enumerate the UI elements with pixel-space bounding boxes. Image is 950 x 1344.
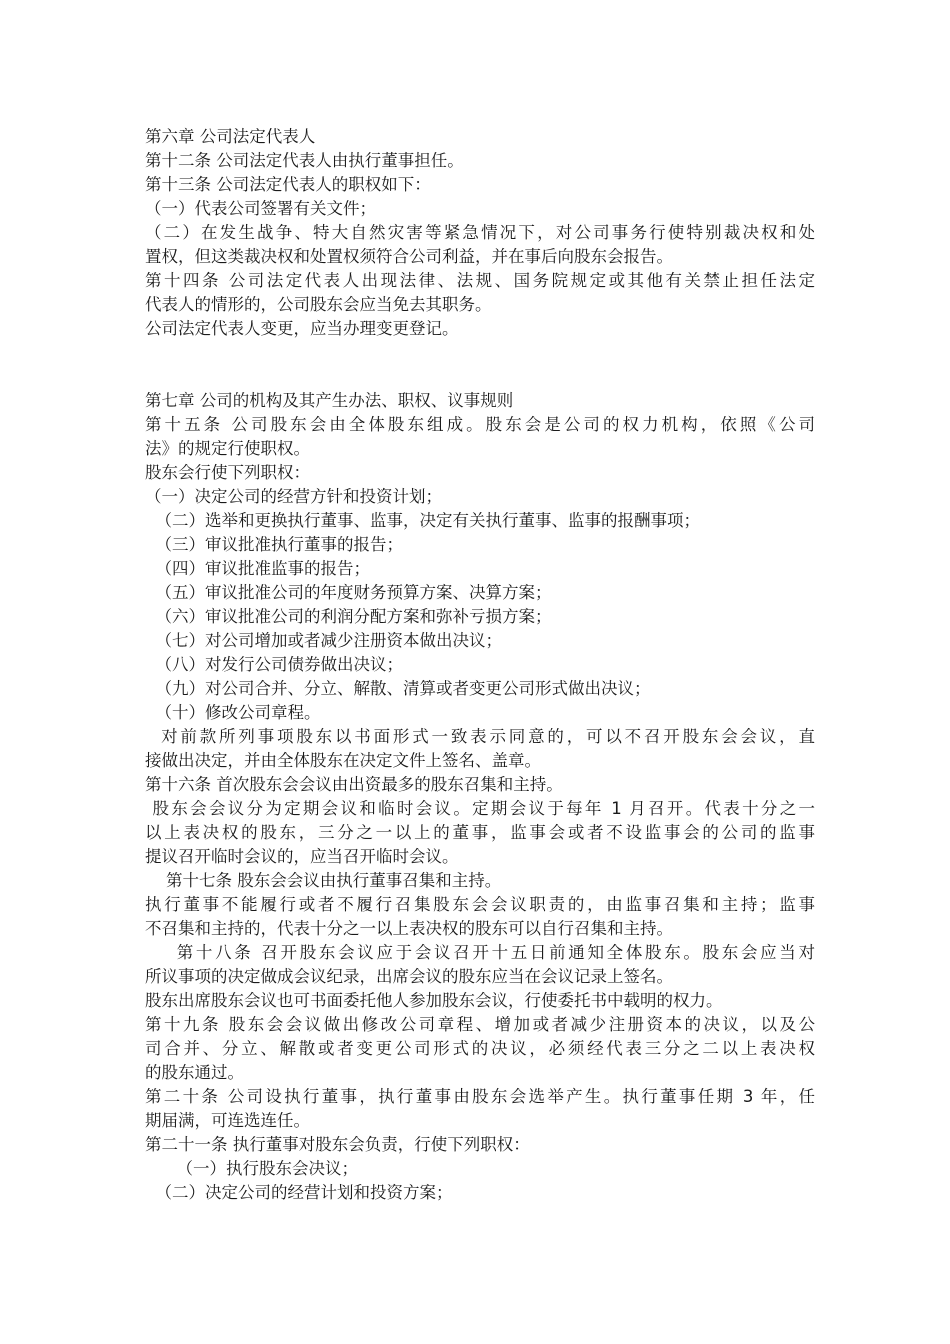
article-13: 第十三条 公司法定代表人的职权如下： (145, 175, 431, 194)
article-13-item-1: （一）代表公司签署有关文件； (145, 199, 376, 218)
article-18-line-3: 股东出席股东会议也可书面委托他人参加股东会议，行使委托书中载明的权力。 (145, 991, 723, 1010)
article-13-item-2-line-1: （二）在发生战争、特大自然灾害等紧急情况下，对公司事务行使特别裁决权和处 (145, 223, 815, 242)
article-15-line-2: 法》的规定行使职权。 (145, 439, 310, 458)
article-15-line-1: 第十五条 公司股东会由全体股东组成。股东会是公司的权力机构，依照《公司 (145, 415, 815, 434)
power-item-4: （四）审议批准监事的报告； (145, 559, 370, 578)
written-consent-line-1: 对前款所列事项股东以书面形式一致表示同意的，可以不召开股东会会议，直 (145, 727, 815, 746)
article-12: 第十二条 公司法定代表人由执行董事担任。 (145, 151, 464, 170)
power-item-7: （七）对公司增加或者减少注册资本做出决议； (145, 631, 502, 650)
article-14-line-1: 第十四条 公司法定代表人出现法律、法规、国务院规定或其他有关禁止担任法定 (145, 271, 815, 290)
article-21: 第二十一条 执行董事对股东会负责，行使下列职权： (145, 1135, 530, 1154)
shareholders-powers-intro: 股东会行使下列职权： (145, 463, 310, 482)
article-16: 第十六条 首次股东会会议由出资最多的股东召集和主持。 (145, 775, 563, 794)
document-body (145, 125, 815, 1205)
article-18-line-1: 第十八条 召开股东会议应于会议召开十五日前通知全体股东。股东会应当对 (145, 943, 815, 962)
power-item-9: （九）对公司合并、分立、解散、清算或者变更公司形式做出决议； (145, 679, 651, 698)
blank-line (145, 365, 815, 389)
article-13-item-2-line-2: 置权，但这类裁决权和处置权须符合公司利益，并在事后向股东会报告。 (145, 247, 673, 266)
chapter-6-heading: 第六章 公司法定代表人 (145, 127, 316, 146)
article-21-item-1: （一）执行股东会决议； (145, 1159, 358, 1178)
article-17: 第十七条 股东会会议由执行董事召集和主持。 (145, 871, 502, 890)
article-16-meetings-line-3: 提议召开临时会议的，应当召开临时会议。 (145, 847, 459, 866)
written-consent-line-2: 接做出决定，并由全体股东在决定文件上签名、盖章。 (145, 751, 541, 770)
article-20-line-2: 期届满，可连选连任。 (145, 1111, 310, 1130)
article-21-item-2: （二）决定公司的经营计划和投资方案； (145, 1183, 453, 1202)
article-14-change-registration: 公司法定代表人变更，应当办理变更登记。 (145, 319, 459, 338)
article-20-line-1: 第二十条 公司设执行董事，执行董事由股东会选举产生。执行董事任期 3 年，任 (145, 1087, 815, 1106)
article-14-line-2: 代表人的情形的，公司股东会应当免去其职务。 (145, 295, 492, 314)
article-16-meetings-line-1: 股东会会议分为定期会议和临时会议。定期会议于每年 1 月召开。代表十分之一 (145, 799, 815, 818)
chapter-7-heading: 第七章 公司的机构及其产生办法、职权、议事规则 (145, 391, 514, 410)
article-19-line-3: 的股东通过。 (145, 1063, 244, 1082)
power-item-6: （六）审议批准公司的利润分配方案和弥补亏损方案； (145, 607, 552, 626)
power-item-5: （五）审议批准公司的年度财务预算方案、决算方案； (145, 583, 552, 602)
blank-line (145, 341, 815, 365)
article-17-line-3: 不召集和主持的，代表十分之一以上表决权的股东可以自行召集和主持。 (145, 919, 673, 938)
power-item-3: （三）审议批准执行董事的报告； (145, 535, 403, 554)
power-item-1: （一）决定公司的经营方针和投资计划； (145, 487, 442, 506)
power-item-2: （二）选举和更换执行董事、监事，决定有关执行董事、监事的报酬事项； (145, 511, 700, 530)
article-19-line-2: 司合并、分立、解散或者变更公司形式的决议，必须经代表三分之二以上表决权 (145, 1039, 815, 1058)
article-18-line-2: 所议事项的决定做成会议纪录，出席会议的股东应当在会议记录上签名。 (145, 967, 673, 986)
power-item-8: （八）对发行公司债券做出决议； (145, 655, 403, 674)
article-19-line-1: 第十九条 股东会会议做出修改公司章程、增加或者减少注册资本的决议，以及公 (145, 1015, 815, 1034)
power-item-10: （十）修改公司章程。 (145, 703, 321, 722)
article-17-line-2: 执行董事不能履行或者不履行召集股东会会议职责的，由监事召集和主持；监事 (145, 895, 815, 914)
article-16-meetings-line-2: 以上表决权的股东，三分之一以上的董事，监事会或者不设监事会的公司的监事 (145, 823, 815, 842)
